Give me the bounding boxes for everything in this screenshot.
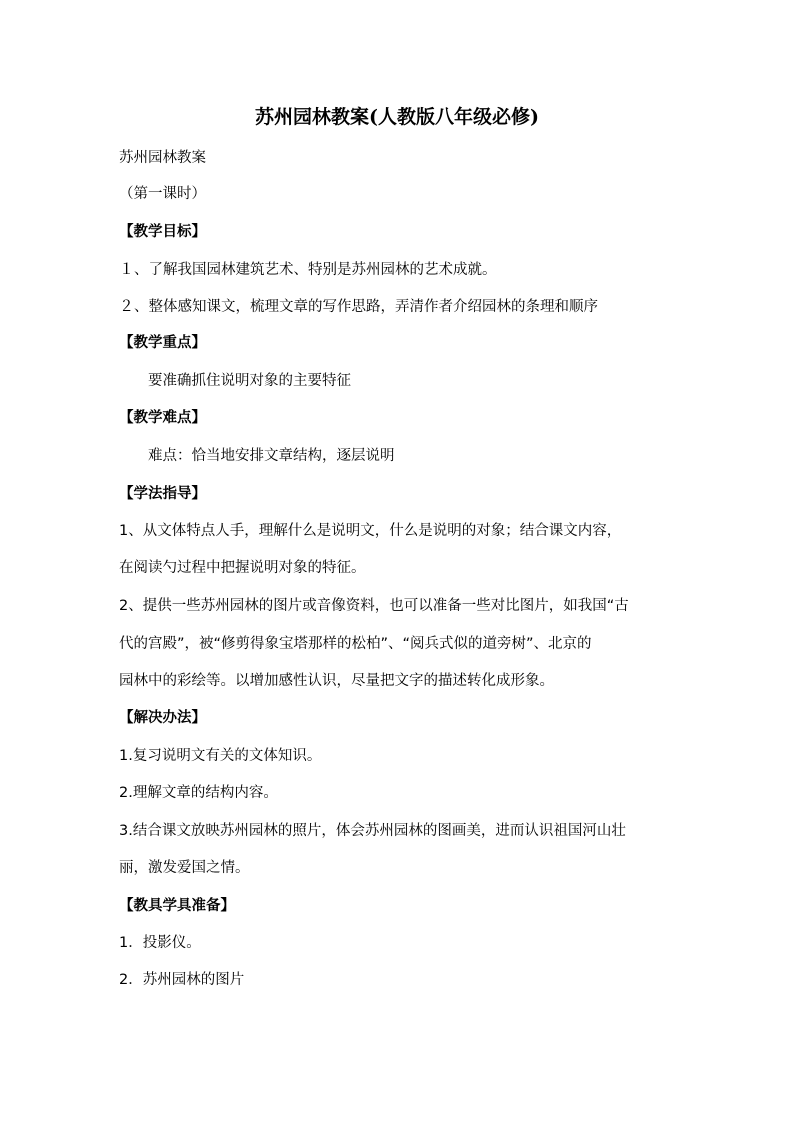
difficulties-heading: 【教学难点】 xyxy=(119,410,206,426)
solution-item: 1.复习说明文有关的文体知识。 xyxy=(119,748,322,764)
goal-item-number: ２ xyxy=(119,297,135,315)
solution-item: 丽，激发爱国之情。 xyxy=(119,860,250,876)
goal-item xyxy=(119,296,679,317)
difficulties-text: 难点：恰当地安排文章结构，逐层说明 xyxy=(148,448,395,464)
tool-item: 2．苏州园林的图片 xyxy=(119,972,245,988)
document-subtitle: 苏州园林教案 xyxy=(119,150,206,166)
goal-item-text: 、了解我国园林建筑艺术、特别是苏州园林的艺术成就。 xyxy=(134,262,497,278)
study-guide-line: 代的宫殿”，被“修剪得象宝塔那样的松柏”、“阅兵式似的道旁树”、北京的 xyxy=(119,636,592,652)
study-guide-line: 园林中的彩绘等。以增加感性认识，尽量把文字的描述转化成形象。 xyxy=(119,673,554,689)
tools-heading: 【教具学具准备】 xyxy=(119,898,235,914)
key-points-text: 要准确抓住说明对象的主要特征 xyxy=(148,373,351,389)
goal-item xyxy=(119,259,679,280)
goal-item-text: 、整体感知课文，梳理文章的写作思路，弄清作者介绍园林的条理和顺序 xyxy=(134,299,599,315)
study-guide-line: 2、提供一些苏州园林的图片或音像资料，也可以准备一些对比图片，如我国“古 xyxy=(119,598,629,614)
solution-item: 3.结合课文放映苏州园林的照片，体会苏州园林的图画美，进而认识祖国河山壮 xyxy=(119,823,626,839)
tool-item: 1．投影仪。 xyxy=(119,935,201,951)
study-guide-line: 1、从文体特点人手，理解什么是说明文，什么是说明的对象；结合课文内容， xyxy=(119,523,622,539)
goals-heading: 【教学目标】 xyxy=(119,224,206,240)
document-title: 苏州园林教案(人教版八年级必修) xyxy=(255,106,539,128)
key-points-heading: 【教学重点】 xyxy=(119,335,206,351)
study-guide-line: 在阅读勺过程中把握说明对象的特征。 xyxy=(119,560,366,576)
goal-item-number: １ xyxy=(119,260,135,278)
study-guide-heading: 【学法指导】 xyxy=(119,486,206,502)
lesson-label: （第一课时） xyxy=(119,186,206,202)
solution-item: 2.理解文章的结构内容。 xyxy=(119,785,278,801)
solutions-heading: 【解决办法】 xyxy=(119,710,206,726)
